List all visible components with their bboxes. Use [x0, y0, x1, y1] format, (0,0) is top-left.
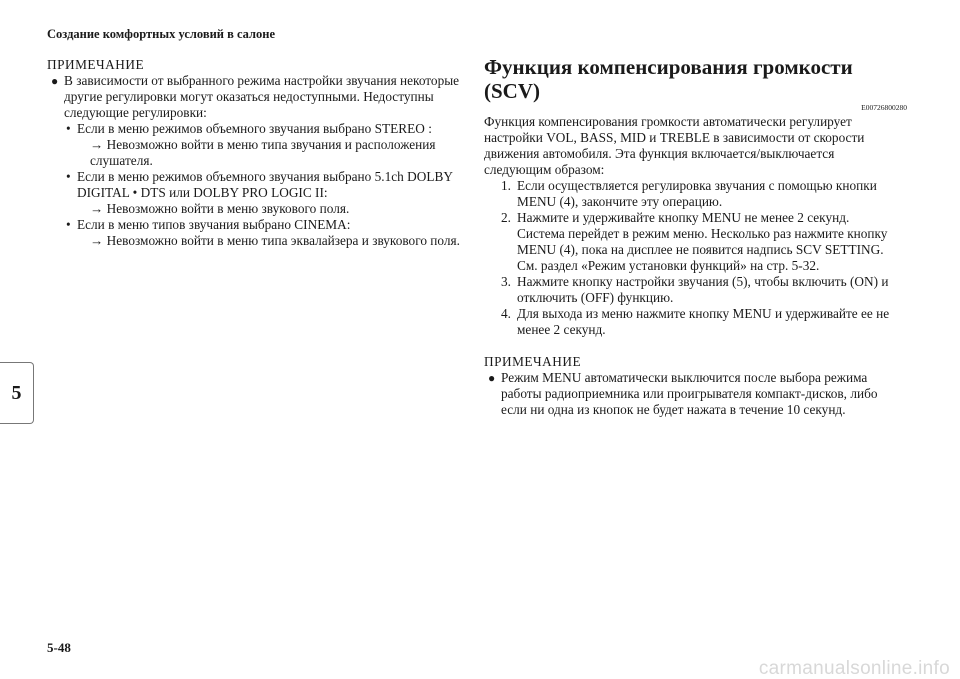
note-label: ПРИМЕЧАНИЕ — [47, 57, 145, 72]
bullet-dot-icon: ● — [51, 74, 59, 88]
sub-item-condition: Если в меню режимов объемного звучания выбрано STEREO : — [77, 121, 432, 136]
bullet-dot-icon: ● — [488, 371, 496, 385]
chapter-tab — [0, 362, 34, 424]
sub-item-result: → Невозможно войти в меню типа эквалайзера и звукового поля. — [90, 233, 460, 248]
step-number: 2. — [501, 210, 511, 225]
note-bullet-text: Режим MENU автоматически выключится после выбора режима работы радиоприемника или проигрывателя компакт-дисков, либо если ни одна из кнопок не будет нажата в течение 10 секунд. — [501, 370, 878, 417]
steps-list — [484, 178, 899, 338]
step-text: Если осуществляется регулировка звучания с помощью кнопки MENU (4), закончите эту операцию. — [517, 178, 877, 209]
section-intro: Функция компенсирования громкости автоматически регулирует настройки VOL, BASS, MID и TREBLE в зависимости от скорости движения автомобиля. Эта функция включается/выключается следующим образом: — [484, 114, 865, 177]
note-bullet — [484, 370, 899, 418]
step-item — [484, 178, 899, 210]
section-title: Функция компенсирования громкости (SCV) — [484, 55, 853, 103]
right-column — [484, 55, 907, 418]
left-column — [47, 57, 462, 249]
sub-item-result: → Невозможно войти в меню типа звучания и расположения слушателя. — [90, 137, 436, 168]
page-header: Создание комфортных условий в салоне — [47, 27, 276, 41]
step-text: Нажмите кнопку настройки звучания (5), чтобы включить (ON) и отключить (OFF) функцию. — [517, 274, 889, 305]
step-number: 3. — [501, 274, 511, 289]
step-text: Нажмите и удерживайте кнопку MENU не менее 2 секунд. Система перейдет в режим меню. Несколько раз нажмите кнопку MENU (4), пока на дисплее не появится надпись SCV SETTING. См. раздел «Режим установки функций» на стр. 5-32. — [517, 210, 888, 273]
small-bullet-icon: • — [66, 121, 71, 136]
note-sub-item — [64, 121, 462, 169]
step-item — [484, 306, 899, 338]
section-code: E00726800280 — [861, 103, 907, 112]
note-bullet-text: В зависимости от выбранного режима настройки звучания некоторые другие регулировки могут оказаться недоступными. Недоступны следующие регулировки: — [64, 73, 460, 120]
sub-item-result: → Невозможно войти в меню звукового поля. — [90, 201, 350, 216]
step-item — [484, 210, 899, 274]
step-item — [484, 274, 899, 306]
note-bullet — [47, 73, 462, 121]
note-sub-item — [64, 217, 462, 249]
step-number: 1. — [501, 178, 511, 193]
step-text: Для выхода из меню нажмите кнопку MENU и удерживайте ее не менее 2 секунд. — [517, 306, 890, 337]
small-bullet-icon: • — [66, 169, 71, 184]
note-sub-item — [64, 169, 462, 217]
watermark: carmanualsonline.info — [758, 658, 950, 679]
sub-item-condition: Если в меню режимов объемного звучания выбрано 5.1ch DOLBY DIGITAL • DTS или DOLBY PRO LOGIC II: — [77, 169, 453, 200]
page-number: 5-48 — [47, 640, 71, 655]
chapter-tab-number: 5 — [11, 382, 22, 404]
small-bullet-icon: • — [66, 217, 71, 232]
note-label: ПРИМЕЧАНИЕ — [484, 354, 582, 369]
sub-item-condition: Если в меню типов звучания выбрано CINEMA: — [77, 217, 351, 232]
step-number: 4. — [501, 306, 511, 321]
